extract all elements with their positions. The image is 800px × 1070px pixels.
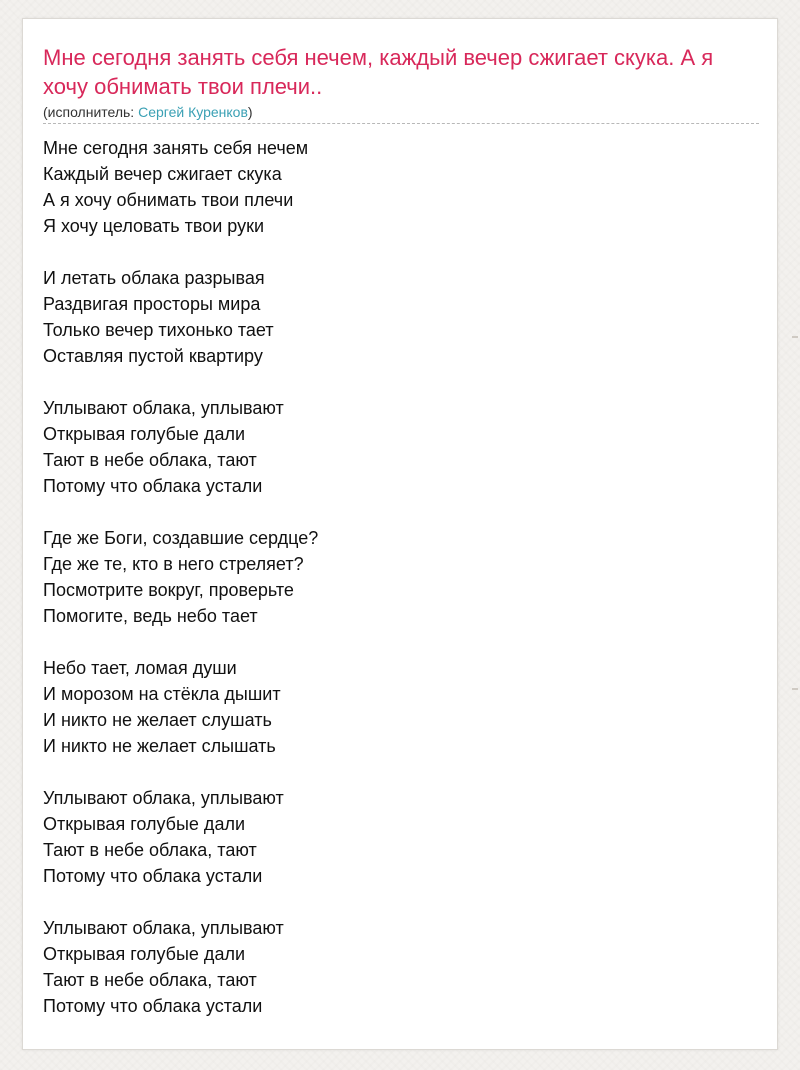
lyric-line: Тают в небе облака, тают	[43, 450, 257, 470]
lyric-line: А я хочу обнимать твои плечи	[43, 190, 294, 210]
stanza-5	[43, 655, 759, 759]
lyrics-card	[22, 18, 778, 1050]
lyric-line: Раздвигая просторы мира	[43, 294, 261, 314]
lyric-line: И никто не желает слушать	[43, 710, 272, 730]
lyric-line: Открывая голубые дали	[43, 814, 246, 834]
stanza-6	[43, 785, 759, 889]
lyric-line: Потому что облака устали	[43, 866, 263, 886]
lyric-line: Мне сегодня занять себя нечем	[43, 138, 309, 158]
lyric-line: Тают в небе облака, тают	[43, 970, 257, 990]
title-divider	[43, 123, 759, 124]
lyric-line: Каждый вечер сжигает скука	[43, 164, 282, 184]
lyric-line: Только вечер тихонько тает	[43, 320, 274, 340]
stanza-3	[43, 395, 759, 499]
lyric-line: Уплывают облака, уплывают	[43, 918, 284, 938]
stanza-4	[43, 525, 759, 629]
edge-decoration	[792, 336, 798, 338]
stanza-2	[43, 265, 759, 369]
stanza-7	[43, 915, 759, 1019]
song-title: Мне сегодня занять себя нечем, каждый вечер сжигает скука. А я хочу обнимать твои плечи..	[43, 45, 714, 99]
lyric-line: Оставляя пустой квартиру	[43, 346, 263, 366]
artist-line	[43, 103, 253, 121]
lyric-line: Небо тает, ломая души	[43, 658, 237, 678]
lyric-line: Открывая голубые дали	[43, 424, 246, 444]
lyric-line: Помогите, ведь небо тает	[43, 606, 258, 626]
lyric-line: И никто не желает слышать	[43, 736, 276, 756]
lyric-line: Потому что облака устали	[43, 996, 263, 1016]
edge-decoration	[792, 688, 798, 690]
stanza-1	[43, 135, 759, 239]
artist-prefix: (исполнитель:	[43, 104, 139, 120]
artist-link[interactable]: Сергей Куренков	[138, 104, 248, 120]
lyric-line: Тают в небе облака, тают	[43, 840, 257, 860]
lyrics-body	[43, 135, 759, 1045]
lyric-line: И морозом на стёкла дышит	[43, 684, 281, 704]
lyric-line: Где же те, кто в него стреляет?	[43, 554, 304, 574]
lyric-line: Открывая голубые дали	[43, 944, 246, 964]
lyric-line: Посмотрите вокруг, проверьте	[43, 580, 294, 600]
lyric-line: Уплывают облака, уплывают	[43, 398, 284, 418]
lyric-line: Уплывают облака, уплывают	[43, 788, 284, 808]
lyric-line: Потому что облака устали	[43, 476, 263, 496]
lyric-line: Я хочу целовать твои руки	[43, 216, 265, 236]
lyric-line: Где же Боги, создавшие сердце?	[43, 528, 319, 548]
lyric-line: И летать облака разрывая	[43, 268, 265, 288]
artist-suffix: )	[247, 104, 253, 120]
